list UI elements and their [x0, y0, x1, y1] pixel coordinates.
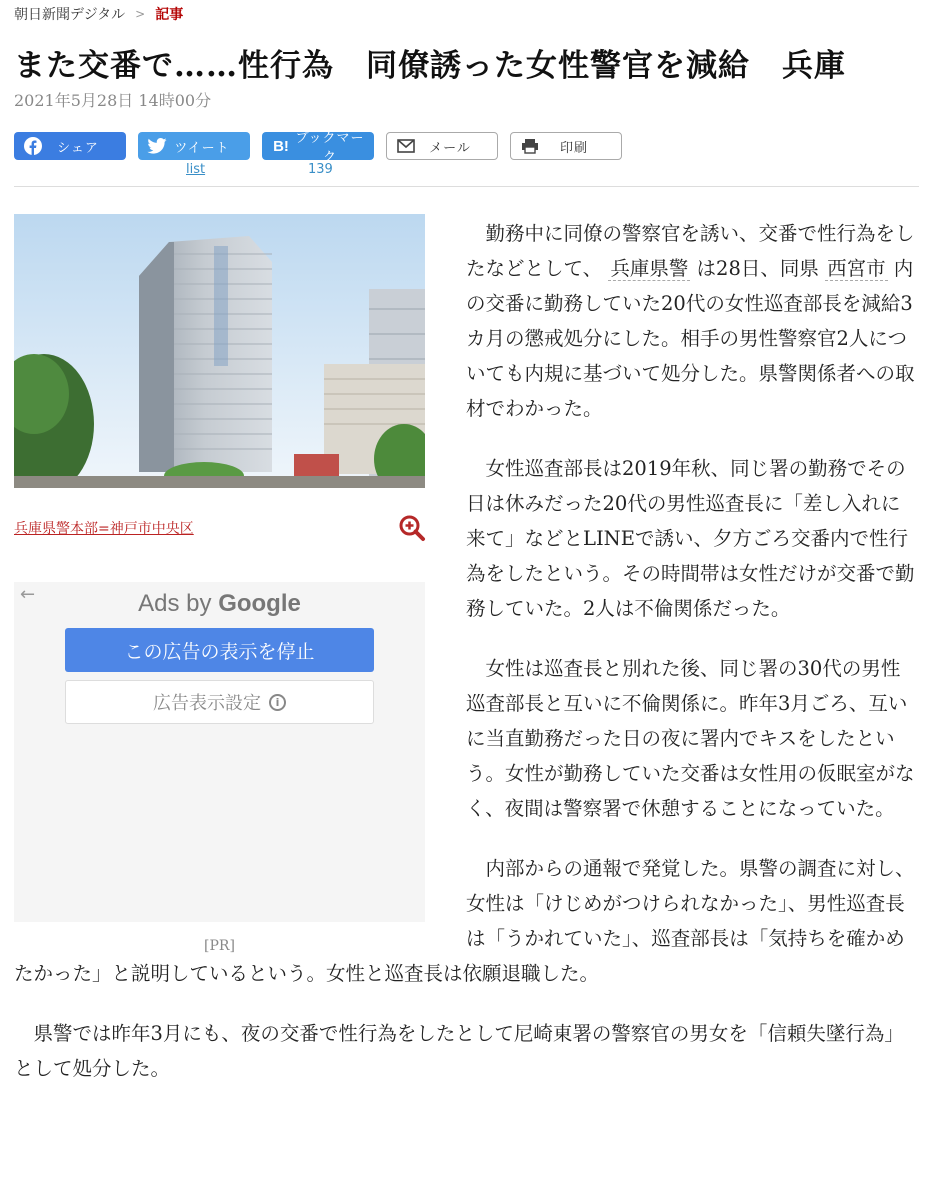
article-date: 2021年5月28日 14時00分 — [14, 91, 212, 110]
keyword-link-nishinomiya[interactable]: 西宮市 — [827, 257, 886, 280]
breadcrumb — [14, 4, 183, 24]
pr-label: [PR] — [204, 938, 235, 954]
article-body — [14, 216, 919, 1111]
share-buttons — [14, 131, 634, 165]
stop-showing-ad-button[interactable]: この広告の表示を停止 — [65, 628, 374, 672]
hatena-bookmark-button[interactable] — [262, 131, 374, 165]
breadcrumb-current[interactable]: 記事 — [155, 7, 184, 23]
back-arrow-icon[interactable]: ← — [20, 584, 36, 605]
twitter-tweet-button[interactable] — [138, 132, 250, 160]
twitter-bird-icon — [146, 135, 168, 157]
ad-settings-label: 広告表示設定 — [153, 693, 261, 714]
facebook-share-label: シェア — [57, 140, 99, 156]
facebook-icon — [22, 135, 44, 157]
p1-text-a: 勤務中に同僚の警察官を誘い、交番で性行為をしたなどとして、 — [466, 222, 915, 280]
twitter-tweet-label: ツイート — [174, 140, 230, 156]
article-paragraph-3: 女性は巡査長と別れた後、同じ署の30代の男性巡査部長と互いに不倫関係に。昨年3月ごろ、互いに当直勤務だった日の夜に署内でキスをしたという。女性が勤務していた交番は女性用の仮眠室がなく、夜間は警察署で休憩することになっていた。 — [466, 657, 915, 820]
p1-text-b: は28日、同県 — [696, 257, 819, 280]
keyword-link-hyogo-police[interactable]: 兵庫県警 — [610, 257, 689, 280]
hatena-bookmark-count[interactable]: 139 — [308, 162, 333, 177]
twitter-count-link[interactable]: list — [186, 162, 206, 177]
facebook-share-button[interactable] — [14, 132, 126, 160]
hatena-bookmark-label: ブックマーク — [295, 131, 365, 165]
mail-share-label: メール — [429, 140, 471, 156]
p1-text-c: 内の交番に勤務していた20代の女性巡査部長を減給3カ月の懲戒処分にした。相手の男性警察官2人についても内規に基づいて処分した。県警関係者への取材でわかった。 — [466, 257, 915, 420]
google-text: Google — [218, 590, 301, 617]
photo-caption-link[interactable]: 兵庫県警本部=神戸市中央区 — [14, 521, 194, 537]
article-paragraph-4: 内部からの通報で発覚した。県警の調査に対し、女性は「けじめがつけられなかった」、男性巡査長は「うかれていた」、巡査部長は「気持ちを確かめたかった」と説明しているという。女性と巡査長は依願退職した。 — [14, 857, 915, 985]
article-title: また交番で……性行為 同僚誘った女性警官を減給 兵庫 — [14, 48, 846, 84]
info-icon: i — [269, 694, 286, 711]
breadcrumb-site-link[interactable]: 朝日新聞デジタル — [14, 7, 126, 23]
breadcrumb-separator: > — [135, 7, 146, 21]
printer-icon — [519, 135, 541, 157]
left-column-spacer — [14, 216, 466, 952]
article-paragraph-2: 女性巡査部長は2019年秋、同じ署の勤務でその日は休みだった20代の男性巡査長に「差し入れに来て」などとLINEで誘い、夕方ごろ交番内で性行為をしたという。その時間帯は女性だけが交番で勤務していた。2人は不倫関係だった。 — [466, 457, 915, 620]
hatena-bookmark-icon: B! — [273, 137, 289, 155]
mail-share-button[interactable] — [386, 132, 498, 160]
header-divider — [14, 186, 919, 187]
mail-icon — [395, 135, 417, 157]
print-button[interactable] — [510, 132, 622, 160]
print-label: 印刷 — [559, 140, 588, 156]
ads-by-text: Ads by — [138, 590, 219, 617]
article-paragraph-5: 県警では昨年3月にも、夜の交番で性行為をしたとして尼崎東署の警察官の男女を「信頼失墜行為」として処分した。 — [14, 1022, 904, 1080]
